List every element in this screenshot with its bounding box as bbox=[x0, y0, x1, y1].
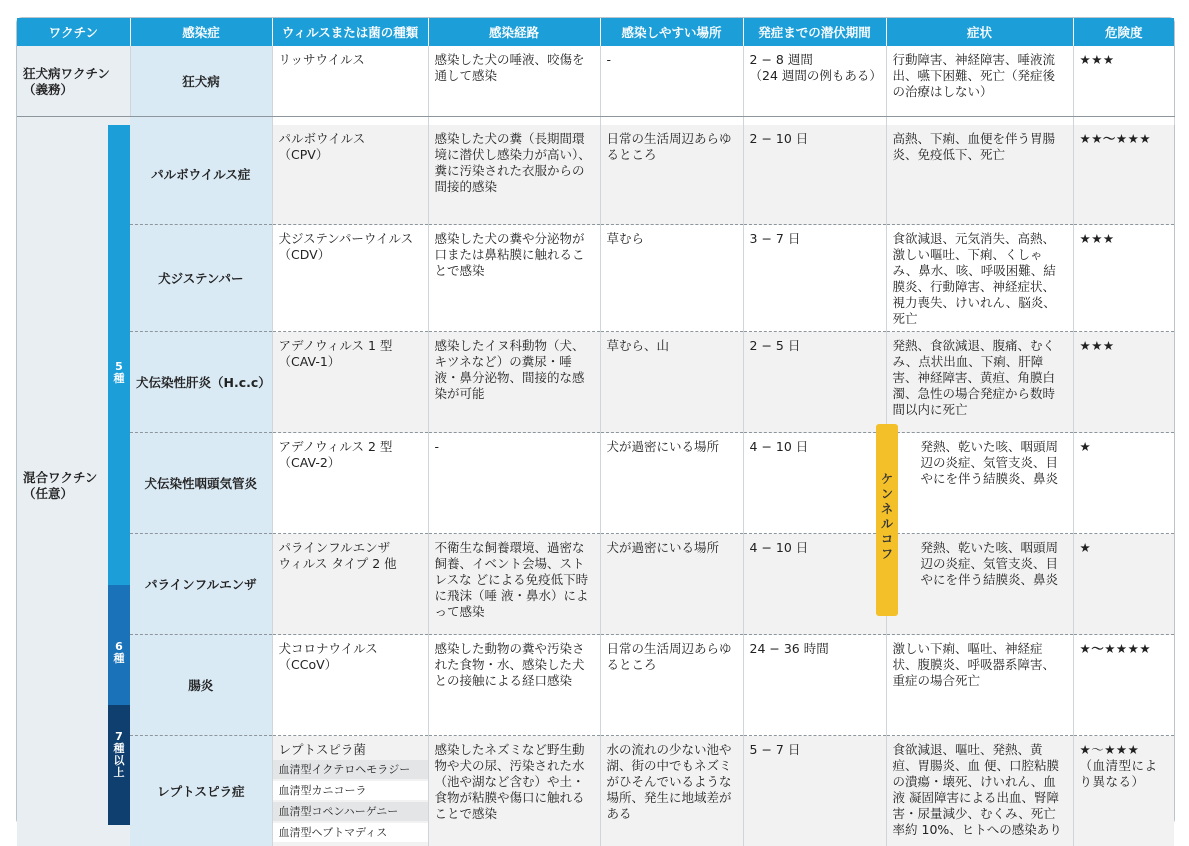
table-row bbox=[17, 433, 1174, 534]
kennel-cough-label bbox=[876, 424, 898, 616]
serotype-item: 血清型ヘブトマディス bbox=[273, 823, 428, 842]
route-cell: - bbox=[428, 433, 600, 534]
risk-cell: ★★★ bbox=[1073, 46, 1174, 116]
incubation-cell: 4 − 10 日 bbox=[743, 534, 886, 635]
agent-cell: パルボウイルス （CPV） bbox=[272, 125, 428, 225]
incubation-cell: 2 − 5 日 bbox=[743, 332, 886, 433]
table-row bbox=[17, 635, 1174, 736]
vaccine-cell-combo: 混合ワクチン （任意） bbox=[17, 125, 108, 846]
agent-name: レプトスピラ菌 bbox=[279, 742, 422, 758]
vaccine-type-rail bbox=[108, 125, 130, 846]
disease-cell: 犬伝染性肝炎（H.c.c） bbox=[130, 332, 272, 433]
disease-cell: 狂犬病 bbox=[130, 46, 272, 116]
incubation-cell: 5 − 7 日 bbox=[743, 736, 886, 846]
incubation-cell: 3 − 7 日 bbox=[743, 225, 886, 332]
header-route: 感染経路 bbox=[428, 18, 600, 46]
agent-cell: アデノウィルス 2 型 （CAV-2） bbox=[272, 433, 428, 534]
place-cell: 犬が過密にいる場所 bbox=[600, 534, 743, 635]
agent-cell bbox=[272, 736, 428, 846]
risk-cell: ★〜★★★ （血清型により異なる） bbox=[1073, 736, 1174, 846]
table-row bbox=[17, 125, 1174, 225]
header-row bbox=[17, 18, 1174, 46]
header-vaccine: ワクチン bbox=[17, 18, 130, 46]
incubation-cell: 2 − 10 日 bbox=[743, 125, 886, 225]
agent-cell: 犬コロナウイルス （CCoV） bbox=[272, 635, 428, 736]
header-disease: 感染症 bbox=[130, 18, 272, 46]
symptoms-cell: 食欲減退、嘔吐、発熱、黄疸、胃腸炎、血 便、口腔粘膜の潰瘍・壊死、けいれん、血液 凝固障害による出血、腎障害・尿量減少、むくみ、死亡率約 10%、ヒトへの感染あり bbox=[886, 736, 1073, 846]
risk-cell: ★〜★★★★ bbox=[1073, 635, 1174, 736]
route-cell: 感染したイヌ科動物（犬、キツネなど）の糞尿・唾液・鼻分泌物、間接的な感染が可能 bbox=[428, 332, 600, 433]
route-cell: 不衛生な飼養環境、過密な飼養、イベント会場、ストレスな どによる免疫低下時に飛沫（唾 液・鼻水）によって感染 bbox=[428, 534, 600, 635]
rail-label-6: 6 種 bbox=[108, 641, 130, 665]
header-incubation: 発症までの潜伏期間 bbox=[743, 18, 886, 46]
vaccine-cell-rabies: 狂犬病ワクチン （義務） bbox=[17, 46, 130, 116]
kennel-cough-text: ケ ン ネ ル コ フ bbox=[876, 424, 898, 562]
incubation-cell: 4 − 10 日 bbox=[743, 433, 886, 534]
route-cell: 感染した犬の唾液、咬傷を通して感染 bbox=[428, 46, 600, 116]
incubation-cell: 24 − 36 時間 bbox=[743, 635, 886, 736]
header-agent: ウィルスまたは菌の種類 bbox=[272, 18, 428, 46]
agent-cell: アデノウィルス 1 型 （CAV-1） bbox=[272, 332, 428, 433]
table-row bbox=[17, 225, 1174, 332]
table-row bbox=[17, 332, 1174, 433]
serotype-item: 血清型カニコーラ bbox=[273, 781, 428, 800]
place-cell: 水の流れの少ない池や湖、街の中でもネズミがひそんでいるような場所、発生に地域差がある bbox=[600, 736, 743, 846]
serotype-item: 血清型コペンハーゲニー bbox=[273, 802, 428, 821]
place-cell: - bbox=[600, 46, 743, 116]
place-cell: 日常の生活周辺あらゆるところ bbox=[600, 635, 743, 736]
place-cell: 日常の生活周辺あらゆるところ bbox=[600, 125, 743, 225]
symptoms-cell: 激しい下痢、嘔吐、神経症状、腹膜炎、呼吸器系障害、重症の場合死亡 bbox=[886, 635, 1073, 736]
symptoms-cell: 高熱、下痢、血便を伴う胃腸炎、免疫低下、死亡 bbox=[886, 125, 1073, 225]
symptoms-cell: 発熱、食欲減退、腹痛、むくみ、点状出血、下痢、肝障害、神経障害、黄疸、角膜白濁、急性の場合発症から数時間以内に死亡 bbox=[886, 332, 1073, 433]
vaccine-table-frame bbox=[16, 17, 1175, 825]
place-cell: 草むら bbox=[600, 225, 743, 332]
rail-label-5: 5 種 bbox=[108, 361, 130, 385]
serotype-item: 血清型イクテロヘモラジー bbox=[273, 760, 428, 779]
header-symptoms: 症状 bbox=[886, 18, 1073, 46]
agent-cell: 犬ジステンパーウイルス （CDV） bbox=[272, 225, 428, 332]
route-cell: 感染した犬の糞や分泌物が口または鼻粘膜に触れることで感染 bbox=[428, 225, 600, 332]
agent-cell: リッサウイルス bbox=[272, 46, 428, 116]
table-row bbox=[17, 736, 1174, 846]
table-row bbox=[17, 46, 1174, 116]
symptoms-cell: 行動障害、神経障害、唾液流出、嚥下困難、死亡（発症後の治療はしない） bbox=[886, 46, 1073, 116]
route-cell: 感染したネズミなど野生動物や犬の尿、汚染された水（池や湖など含む）や土・食物が粘膜や傷口に触れることで感染 bbox=[428, 736, 600, 846]
route-cell: 感染した動物の糞や汚染された食物・水、感染した犬との接触による経口感染 bbox=[428, 635, 600, 736]
disease-cell: レプトスピラ症 bbox=[130, 736, 272, 846]
vaccine-table bbox=[17, 18, 1175, 846]
table-row bbox=[17, 534, 1174, 635]
route-cell: 感染した犬の糞（長期間環境に潜伏し感染力が高い）、糞に汚染された衣服からの間接的感染 bbox=[428, 125, 600, 225]
header-risk: 危険度 bbox=[1073, 18, 1174, 46]
disease-cell: 犬ジステンパー bbox=[130, 225, 272, 332]
disease-cell: パラインフルエンザ bbox=[130, 534, 272, 635]
rail-segment-5 bbox=[108, 125, 130, 585]
place-cell: 草むら、山 bbox=[600, 332, 743, 433]
disease-cell: パルボウイルス症 bbox=[130, 125, 272, 225]
header-place: 感染しやすい場所 bbox=[600, 18, 743, 46]
agent-cell: パラインフルエンザ ウィルス タイプ 2 他 bbox=[272, 534, 428, 635]
place-cell: 犬が過密にいる場所 bbox=[600, 433, 743, 534]
risk-cell: ★ bbox=[1073, 433, 1174, 534]
risk-cell: ★★★ bbox=[1073, 225, 1174, 332]
disease-cell: 犬伝染性咽頭気管炎 bbox=[130, 433, 272, 534]
symptoms-cell: 発熱、乾いた咳、咽頭周辺の炎症、気管支炎、目やにを伴う結膜炎、鼻炎 bbox=[886, 433, 1073, 534]
risk-cell: ★ bbox=[1073, 534, 1174, 635]
disease-cell: 腸炎 bbox=[130, 635, 272, 736]
spacer-row bbox=[17, 116, 1174, 125]
rail-label-7: 7 種 以 上 bbox=[108, 731, 130, 779]
incubation-cell: 2 − 8 週間 （24 週間の例もある） bbox=[743, 46, 886, 116]
risk-cell: ★★〜★★★ bbox=[1073, 125, 1174, 225]
symptoms-cell: 食欲減退、元気消失、高熱、激しい嘔吐、下痢、くしゃみ、鼻水、咳、呼吸困難、結膜炎、行動障害、神経症状、視力喪失、けいれん、脳炎、死亡 bbox=[886, 225, 1073, 332]
risk-cell: ★★★ bbox=[1073, 332, 1174, 433]
symptoms-cell: 発熱、乾いた咳、咽頭周辺の炎症、気管支炎、目やにを伴う結膜炎、鼻炎 bbox=[886, 534, 1073, 635]
